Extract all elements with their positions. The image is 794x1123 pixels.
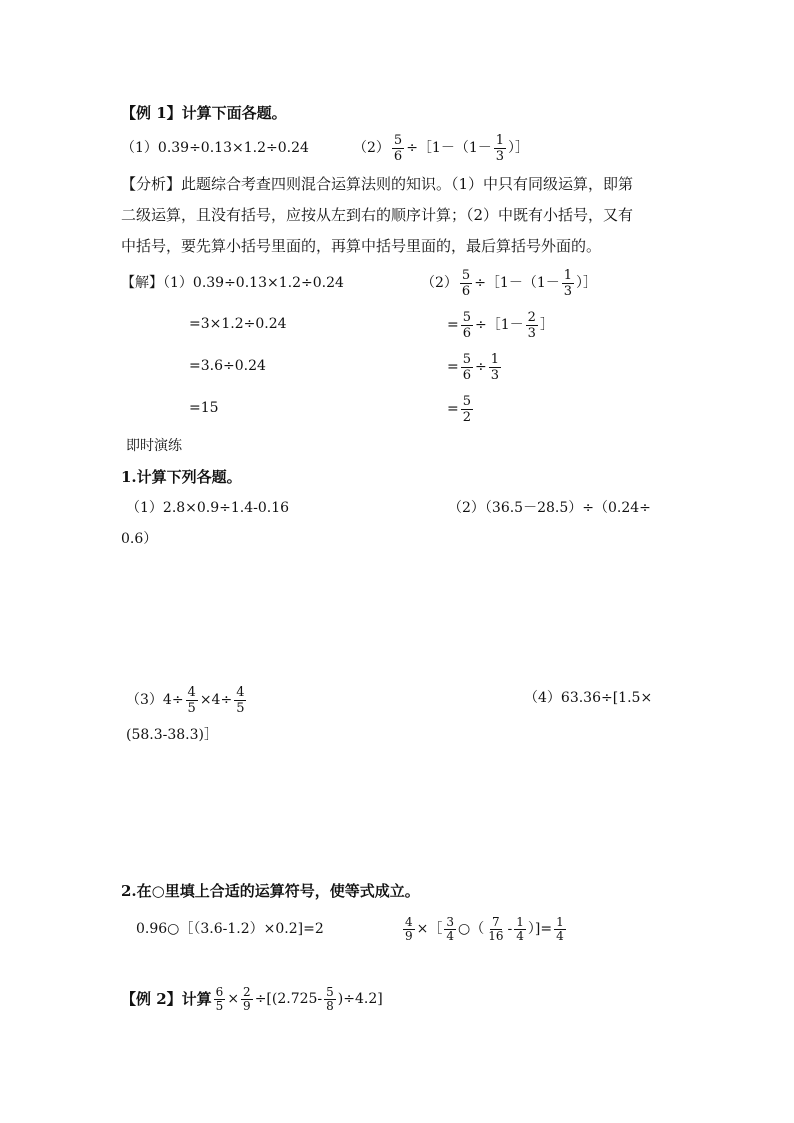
fraction bbox=[234, 685, 246, 716]
practice-1-question-4: （4）63.36÷[1.5× bbox=[524, 690, 653, 706]
numerator: 4 bbox=[236, 684, 245, 700]
denominator: 6 bbox=[462, 367, 472, 383]
expression-text: - bbox=[507, 921, 513, 937]
numerator: 1 bbox=[495, 132, 505, 148]
denominator: 3 bbox=[490, 367, 500, 383]
numerator: 5 bbox=[326, 984, 334, 999]
denominator: 16 bbox=[488, 928, 504, 943]
solution-2-step-1 bbox=[421, 263, 597, 303]
denominator: 4 bbox=[446, 928, 455, 943]
denominator: 6 bbox=[393, 148, 403, 164]
expression-text: ÷［1－（1－ bbox=[474, 275, 560, 291]
analysis-line-1: 【分析】此题综合考查四则混合运算法则的知识。（1）中只有同级运算，即第 bbox=[121, 175, 634, 193]
numerator: 6 bbox=[215, 984, 224, 999]
numerator: 5 bbox=[462, 393, 472, 409]
practice-2-question-1: 0.96○［（3.6-1.2）×0.2]=2 bbox=[136, 921, 324, 937]
practice-1-question-2-continued: 0.6） bbox=[121, 531, 158, 547]
label: （2） bbox=[421, 275, 458, 291]
fraction bbox=[461, 310, 473, 341]
fraction bbox=[514, 916, 526, 943]
denominator: 3 bbox=[527, 325, 536, 341]
fraction bbox=[562, 268, 574, 299]
example-1-title: 【例 1】计算下面各题。 bbox=[121, 104, 287, 122]
numerator: 5 bbox=[462, 351, 472, 367]
fraction bbox=[392, 133, 404, 164]
denominator: 4 bbox=[556, 928, 564, 943]
analysis-line-2: 二级运算，且没有括号，应按从左到右的顺序计算；（2）中既有小括号，又有 bbox=[121, 206, 634, 224]
solution-2-step-4 bbox=[447, 389, 475, 429]
numerator: 4 bbox=[405, 914, 413, 929]
denominator: 5 bbox=[215, 998, 224, 1013]
expression-text: ÷[(2.725- bbox=[254, 991, 323, 1007]
denominator: 3 bbox=[563, 283, 573, 299]
denominator: 9 bbox=[405, 928, 413, 943]
fraction bbox=[526, 310, 538, 341]
numerator: 1 bbox=[556, 914, 564, 929]
expression-text: ×4÷ bbox=[199, 692, 233, 708]
denominator: 6 bbox=[461, 283, 471, 299]
expression-text: ÷［1－ bbox=[475, 317, 524, 333]
numerator: 4 bbox=[187, 684, 196, 700]
expression-text: ÷ bbox=[475, 359, 487, 375]
practice-1-question-1: （1）2.8×0.9÷1.4-0.16 bbox=[126, 500, 290, 516]
numerator: 1 bbox=[563, 267, 573, 283]
solution-step-1: 【解】（1）0.39÷0.13×1.2÷0.24 bbox=[121, 275, 344, 291]
expression-text: × bbox=[227, 991, 240, 1007]
solution-step-2: =3×1.2÷0.24 bbox=[189, 316, 287, 332]
equals-sign: = bbox=[447, 317, 459, 333]
fraction bbox=[186, 685, 198, 716]
expression-text: ○（ bbox=[458, 921, 485, 937]
practice-1-title: 1.计算下列各题。 bbox=[121, 468, 242, 486]
fraction bbox=[324, 986, 336, 1013]
denominator: 5 bbox=[236, 700, 245, 716]
numerator: 3 bbox=[446, 914, 455, 929]
fraction bbox=[214, 986, 226, 1013]
denominator: 5 bbox=[187, 700, 196, 716]
label: （2） bbox=[353, 140, 390, 156]
fraction bbox=[461, 394, 473, 425]
fraction bbox=[494, 133, 506, 164]
denominator: 8 bbox=[326, 998, 334, 1013]
denominator: 6 bbox=[462, 325, 472, 341]
practice-1-question-3 bbox=[126, 679, 248, 721]
equals-sign: = bbox=[447, 359, 459, 375]
numerator: 2 bbox=[527, 309, 536, 325]
fraction bbox=[460, 268, 472, 299]
numerator: 1 bbox=[490, 351, 500, 367]
fraction bbox=[403, 916, 415, 943]
expression-text: ）］ bbox=[508, 140, 530, 156]
expression-text: ）］ bbox=[576, 275, 598, 291]
numerator: 5 bbox=[462, 309, 472, 325]
practice-1-question-2: （2）（36.5－28.5）÷（0.24÷ bbox=[448, 500, 651, 516]
example-1-question-1: （1）0.39÷0.13×1.2÷0.24 bbox=[121, 140, 309, 156]
practice-heading: 即时演练 bbox=[126, 438, 182, 454]
analysis-line-3: 中括号，要先算小括号里面的，再算中括号里面的，最后算括号外面的。 bbox=[121, 237, 602, 255]
expression-text: ÷［1－（1－ bbox=[406, 140, 492, 156]
example-2 bbox=[121, 978, 383, 1020]
practice-2-title: 2.在○里填上合适的运算符号，使等式成立。 bbox=[121, 882, 420, 900]
numerator: 5 bbox=[461, 267, 471, 283]
numerator: 5 bbox=[393, 132, 403, 148]
fraction bbox=[489, 352, 501, 383]
expression-text: ）]= bbox=[527, 921, 553, 937]
solution-step-3: =3.6÷0.24 bbox=[189, 358, 266, 374]
denominator: 9 bbox=[243, 998, 251, 1013]
fraction bbox=[241, 986, 253, 1013]
numerator: 1 bbox=[516, 914, 524, 929]
fraction bbox=[444, 916, 456, 943]
practice-1-question-4-continued: (58.3-38.3)］ bbox=[126, 727, 218, 743]
solution-2-step-2 bbox=[447, 305, 554, 345]
expression-text: （3）4÷ bbox=[126, 692, 184, 708]
expression-text: ×［ bbox=[416, 921, 443, 937]
denominator: 2 bbox=[462, 409, 472, 425]
practice-2-question-2 bbox=[401, 908, 568, 950]
fraction bbox=[461, 352, 473, 383]
fraction bbox=[486, 916, 505, 943]
solution-2-step-3 bbox=[447, 347, 503, 387]
equals-sign: = bbox=[447, 401, 459, 417]
denominator: 4 bbox=[516, 928, 524, 943]
numerator: 2 bbox=[243, 984, 251, 999]
solution-step-4: =15 bbox=[189, 400, 219, 416]
example-1-question-2 bbox=[353, 128, 529, 168]
example-2-title: 【例 2】计算 bbox=[121, 990, 212, 1008]
fraction bbox=[554, 916, 566, 943]
denominator: 3 bbox=[495, 148, 505, 164]
numerator: 7 bbox=[492, 914, 500, 929]
expression-text: ］ bbox=[539, 317, 554, 333]
expression-text: )÷4.2] bbox=[337, 991, 383, 1007]
